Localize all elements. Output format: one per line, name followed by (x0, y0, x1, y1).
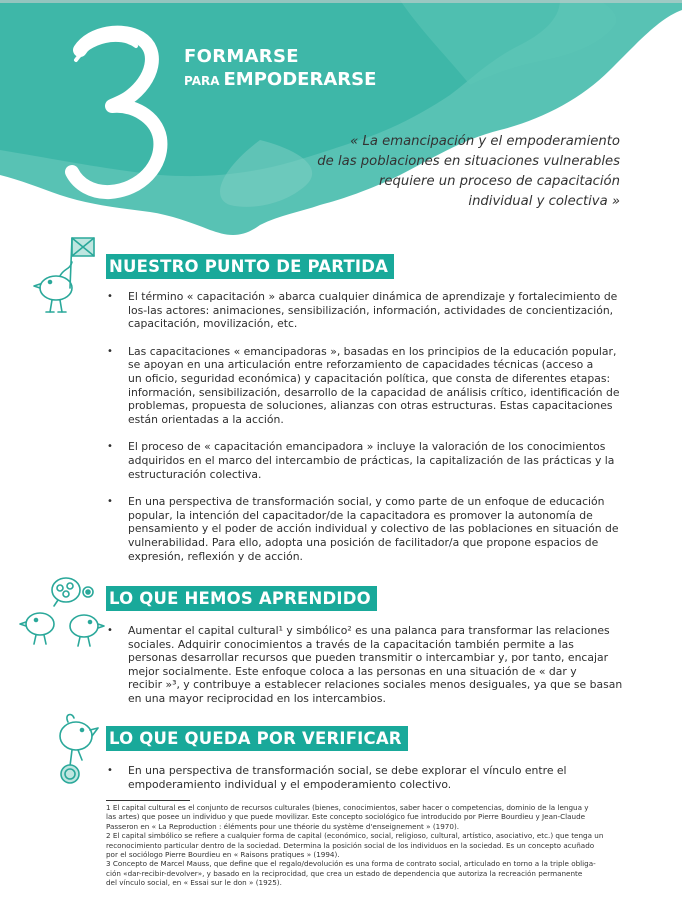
heading-lo-que-hemos-aprendido: LO QUE HEMOS APRENDIDO (106, 586, 377, 611)
two-birds-flowers-icon (14, 572, 110, 652)
footnotes: 1 El capital cultural es el conjunto de recursos culturales (bienes, conocimientos, saber hacer o competencias, dominio de la lengua y las artes) que posee un individuo y que puede movilizar. Este concepto sociológico fue introducido por Pierre Bourdieu y Jean-Claude Passeron en « La Reproduction : éléments pour une théorie du système d'enseignement » (1970). 2 El capital simbólico se refiere a cualquier forma de capital (económico, social, religioso, cultural, artístico, asociativo, etc.) que tenga un reconocimiento particular dentro de la sociedad. Determina la posición social de los individuos en la sociedad. Es un concepto acuñado por el sociólogo Pierre Bourdieu en « Raisons pratiques » (1994). 3 Concepto de Marcel Mauss, que define que el regalo/devolución es una forma de contrato social, articulado en torno a la triple obliga- ción «dar-recibir-devolver», y basado en la reciprocidad, que crea un estado de dependencia que autoriza la recreación permanente del vínculo social, en « Essai sur le don » (1925). (106, 803, 604, 888)
footnote-divider (106, 800, 190, 801)
bird-with-magnifier-icon (48, 708, 108, 798)
list-item: • En una perspectiva de transformación social, se debe explorar el vínculo entre el empoderamiento individual y el empoderamiento colectivo. (107, 764, 567, 791)
bird-with-flag-icon (30, 232, 100, 322)
title-small-word: PARA (184, 74, 220, 88)
list-item: • Aumentar el capital cultural¹ y simbólico² es una palanca para transformar las relaciones sociales. Adquirir conocimientos a través de la capacitación también permite a las personas desarrollar recursos que pueden transmitir o intercambiar y, por tanto, encajar mejor socialmente. Este enfoque coloca a las personas en una situación de « dar y recibir »³, y contribuye a establecer relaciones sociales menos desiguales, ya que se basan en una mayor reciprocidad en los intercambios. (107, 624, 623, 705)
title-line-1: FORMARSE (184, 46, 299, 67)
list-item: • El proceso de « capacitación emancipadora » incluye la valoración de los conocimientos adquiridos en el marco del intercambio de prácticas, la capitalización de las prácticas y la estructuración colectiva. (107, 440, 615, 481)
chapter-title (184, 46, 376, 93)
list-item: • En una perspectiva de transformación social, y como parte de un enfoque de educación popular, la intención del capacitador/de la capacitadora es promover la autonomía de pensamiento y el poder de acción individual y colectivo de las poblaciones en situación de vulnerabilidad. Para ello, adopta una posición de facilitador/a que propone espacios de expresión, reflexión y de acción. (107, 495, 619, 563)
list-item: • Las capacitaciones « emancipadoras », basadas en los principios de la educación popular, se apoyan en una articulación entre reforzamiento de capacidades técnicas (acceso a un oficio, seguridad económica) y capacitación política, que consta de diferentes etapas: información, sensibilización, desarrollo de la capacidad de análisis crítico, identificación de problemas, propuesta de soluciones, alianzas con otras estructuras. Estas capacitaciones están orientadas a la acción. (107, 344, 620, 426)
bullet-list-punto-de-partida (104, 290, 624, 563)
intro-quote: « La emancipación y el empoderamiento de las poblaciones en situaciones vulnerables requiere un proceso de capacitación individual y colectiva » (317, 134, 620, 209)
bullet-list-por-verificar (104, 764, 624, 791)
bullet-list-hemos-aprendido (104, 624, 624, 706)
heading-lo-que-queda-por-verificar: LO QUE QUEDA POR VERIFICAR (106, 726, 408, 751)
list-item: • El término « capacitación » abarca cualquier dinámica de aprendizaje y fortalecimiento de los-las actores: animaciones, sensibilización, información, actividades de concientización, capacitación, movilización, etc. (107, 290, 618, 331)
heading-nuestro-punto-de-partida: NUESTRO PUNTO DE PARTIDA (106, 254, 394, 279)
chapter-number-3 (62, 20, 172, 200)
title-line-2: EMPODERARSE (223, 69, 377, 90)
